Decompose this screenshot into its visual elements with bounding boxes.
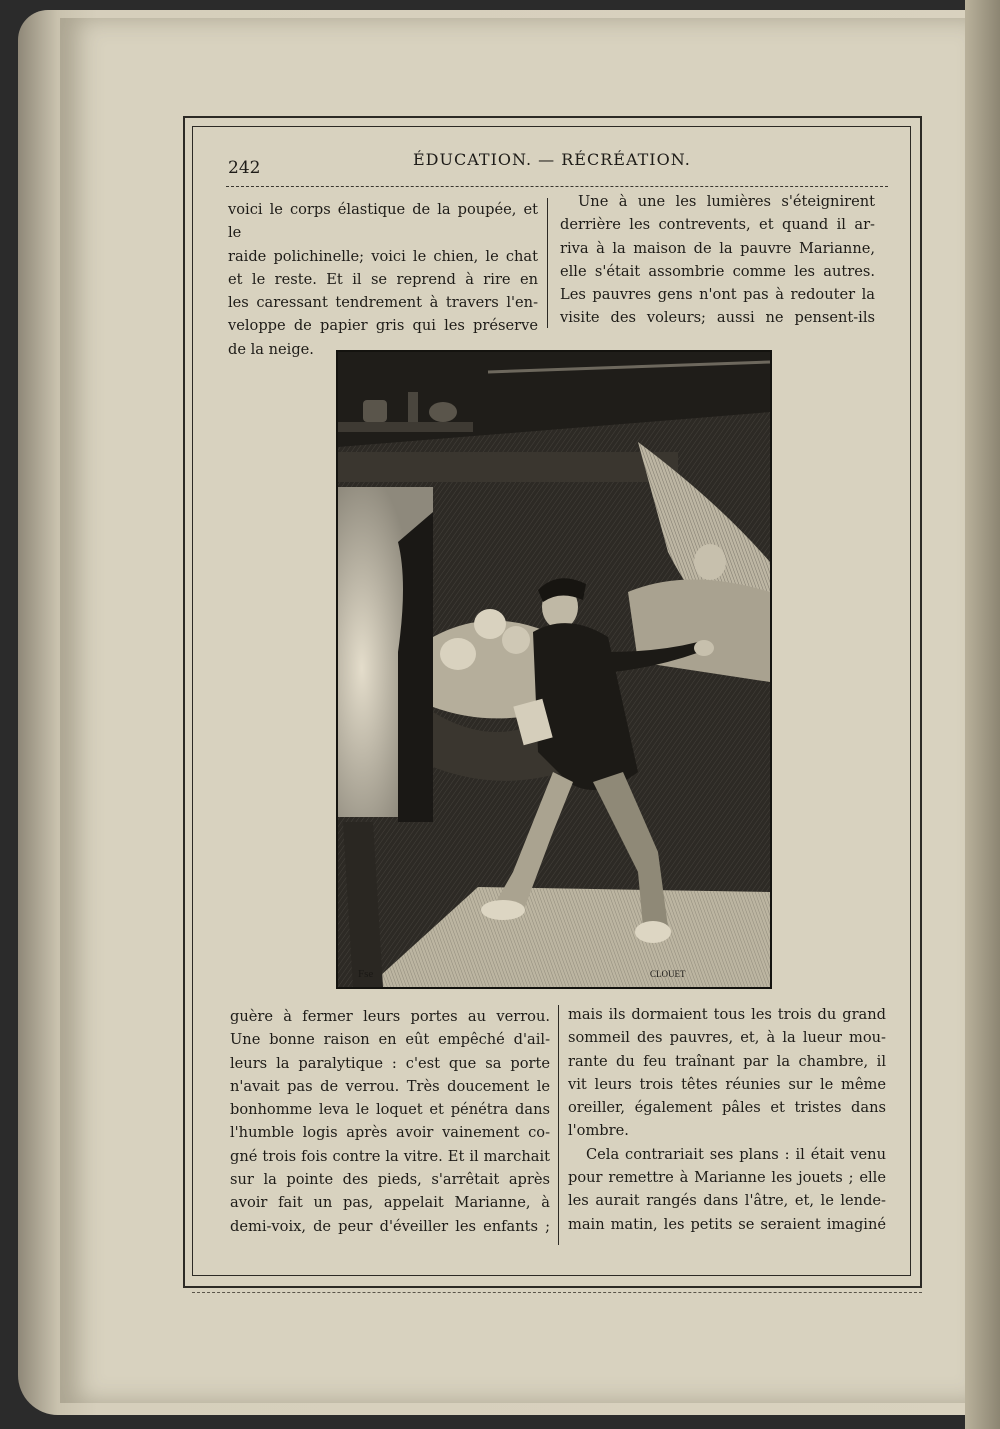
text-line: l'ombre. — [568, 1122, 629, 1140]
text-line: bonhomme leva le loquet et pénétra dans — [230, 1101, 550, 1119]
text-line: gné trois fois contre la vitre. Et il marchait — [230, 1147, 550, 1165]
text-line: l'humble logis après avoir vainement co- — [230, 1124, 550, 1142]
text-line: les caressant tendrement à travers l'en- — [228, 294, 538, 312]
text-line: demi-voix, de peur d'éveiller les enfants ; — [230, 1217, 550, 1235]
text-line: oreiller, également pâles et tristes dans — [568, 1099, 886, 1117]
text-line: les aurait rangés dans l'âtre, et, le lende- — [568, 1192, 886, 1210]
text-line: vit leurs trois têtes réunies sur le même — [568, 1075, 886, 1093]
text-line: et le reste. Et il se reprend à rire en — [228, 270, 538, 288]
engraver-signature-right: CLOUET — [650, 969, 686, 979]
text-line: derrière les contrevents, et quand il ar- — [560, 216, 875, 234]
text-line: raide polichinelle; voici le chien, le chat — [228, 247, 538, 265]
engraver-signature-left: Fse — [358, 968, 374, 980]
text-line: avoir fait un pas, appelait Marianne, à — [230, 1194, 550, 1212]
text-line: veloppe de papier gris qui les préserve — [228, 317, 538, 335]
night-scene-engraving — [338, 352, 770, 987]
text-line: de la neige. — [228, 340, 314, 358]
header-rule — [226, 186, 888, 187]
next-page-edge — [965, 0, 1000, 1429]
text-line: Une à une les lumières s'éteignirent — [578, 193, 875, 210]
bottom-rule — [192, 1292, 922, 1293]
text-line: sommeil des pauvres, et, à la lueur mou- — [568, 1029, 886, 1047]
bottom-left-column — [230, 1005, 550, 1238]
text-line: Les pauvres gens n'ont pas à redouter la — [560, 286, 875, 304]
running-head — [228, 150, 888, 180]
text-line: guère à fermer leurs portes au verrou. — [230, 1008, 550, 1025]
text-line: mais ils dormaient tous les trois du grand — [568, 1006, 886, 1023]
text-line: voici le corps élastique de la poupée, et le — [228, 201, 538, 242]
text-line: sur la pointe des pieds, s'arrêtait après — [230, 1171, 550, 1189]
page-number: 242 — [228, 158, 261, 178]
text-line: riva à la maison de la pauvre Marianne, — [560, 239, 875, 257]
top-right-column — [560, 190, 875, 330]
bottom-right-column — [568, 1003, 886, 1236]
text-line: Cela contrariait ses plans : il était venu — [586, 1145, 886, 1163]
column-divider — [547, 198, 548, 328]
text-line: rante du feu traînant par la chambre, il — [568, 1052, 886, 1070]
text-line: Une bonne raison en eût empêché d'ail- — [230, 1031, 550, 1049]
column-divider — [558, 1005, 559, 1245]
text-line: leurs la paralytique : c'est que sa porte — [230, 1054, 550, 1072]
running-title: ÉDUCATION. — RÉCRÉATION. — [413, 150, 691, 169]
text-line: elle s'était assombrie comme les autres. — [560, 262, 875, 280]
text-line: n'avait pas de verrou. Très doucement le — [230, 1077, 550, 1095]
text-line: visite des voleurs; aussi ne pensent-ils — [560, 309, 875, 327]
engraving-illustration — [336, 350, 772, 989]
top-left-column — [228, 198, 538, 361]
text-line: main matin, les petits se seraient imaginé — [568, 1215, 886, 1233]
text-line: pour remettre à Marianne les jouets ; elle — [568, 1169, 886, 1187]
